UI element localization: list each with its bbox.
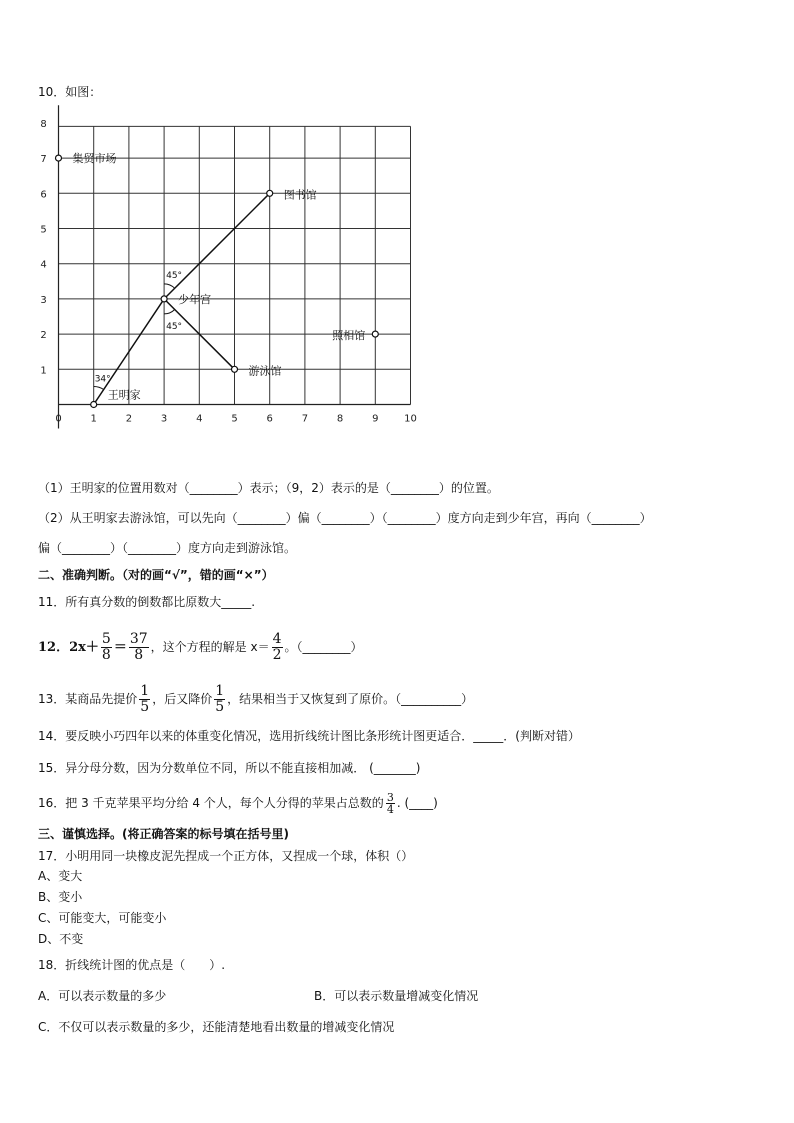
x-tick-label: 7	[301, 413, 309, 425]
angle-arc-home	[94, 386, 104, 389]
q17-option-c: C、可能变大，可能变小	[38, 911, 167, 925]
section-2-heading: 二、准确判断。（对的画“√”，错的画“×”）	[38, 568, 274, 582]
x-tick-label: 5	[231, 413, 238, 425]
y-tick-label: 2	[40, 330, 47, 342]
y-tick-label: 1	[40, 365, 47, 377]
y-tick-label: 7	[40, 154, 47, 166]
q12-prefix: 12．2x＋	[38, 640, 99, 655]
x-tick-label: 4	[196, 413, 203, 425]
y-tick-label: 5	[40, 224, 47, 236]
y-tick-label: 6	[40, 189, 47, 201]
q18-option-b: B．可以表示数量增减变化情况	[314, 989, 479, 1003]
location-label: 少年宫	[178, 292, 212, 306]
q12-suffix: 。（________）	[284, 640, 363, 654]
angle-label-45-south: 45°	[166, 321, 183, 332]
q12-fraction-3	[272, 632, 283, 663]
q12-fraction-2	[129, 632, 149, 663]
angle-label-45-north: 45°	[166, 270, 183, 281]
q17-option-a: A、变大	[38, 869, 83, 883]
angle-arc-south-east	[164, 310, 175, 314]
q12-f3-numerator: 4	[272, 631, 282, 647]
question-18: 18．折线统计图的优点是（ ）.	[38, 958, 226, 972]
x-tick-label: 9	[372, 413, 379, 425]
y-tick-label: 3	[40, 294, 47, 306]
q17-option-d: D、不变	[38, 932, 84, 946]
x-tick-label: 2	[125, 413, 133, 425]
location-label: 照相馆	[332, 329, 366, 343]
location-label: 集贸市场	[72, 152, 117, 166]
q12-f3-denominator: 2	[272, 647, 282, 663]
question-10-2-line1: （2）从王明家去游泳馆，可以先向（________）偏（________）（________）度方向走到少年宫，再向（________）	[38, 511, 652, 525]
q12-f1-numerator: 5	[101, 631, 111, 647]
q12-f2-denominator: 8	[129, 647, 149, 663]
q13-suffix: ，结果相当于又恢复到了原价。（__________）	[227, 692, 474, 706]
q13-f2-denominator: 5	[215, 699, 225, 715]
x-tick-label: 10	[404, 413, 417, 425]
question-14: 14．要反映小巧四年以来的体重变化情况，选用折线统计图比条形统计图更适合．_____．(判断对错）	[38, 729, 580, 743]
coordinate-grid-map	[30, 110, 470, 430]
question-13	[38, 682, 473, 716]
x-tick-label: 3	[160, 413, 168, 425]
question-12	[38, 630, 363, 665]
location-label: 图书馆	[283, 188, 317, 202]
question-17: 17．小明用同一块橡皮泥先捏成一个正方体，又捏成一个球，体积（）	[38, 849, 414, 863]
y-tick-label: 8	[40, 118, 47, 130]
location-label: 王明家	[107, 388, 141, 402]
location-point	[56, 155, 62, 161]
x-tick-label: 0	[55, 413, 62, 425]
q16-suffix: . (____)	[396, 796, 438, 810]
q12-fraction-1	[101, 632, 112, 663]
q12-f2-numerator: 37	[129, 631, 148, 647]
q12-middle: ，这个方程的解是 x＝	[150, 640, 270, 654]
question-10-2-line2: 偏（________）（________）度方向走到游泳馆。	[38, 541, 297, 555]
location-point	[232, 366, 238, 372]
q13-middle: ，后又降价	[152, 692, 213, 706]
q13-f1-numerator: 1	[140, 683, 150, 699]
x-tick-label: 1	[90, 413, 97, 425]
q16-denominator: 4	[386, 803, 394, 816]
question-16	[38, 786, 438, 820]
q10-heading: 10．如图：	[38, 85, 102, 99]
location-point	[161, 296, 167, 302]
angle-arc-north-east	[164, 284, 175, 288]
q12-equals: ＝	[113, 640, 127, 655]
route-youth-palace-to-library	[164, 193, 270, 299]
q13-f1-denominator: 5	[140, 699, 150, 715]
location-point	[267, 190, 273, 196]
location-point	[91, 402, 97, 408]
q18-option-c: C．不仅可以表示数量的多少，还能清楚地看出数量的增减变化情况	[38, 1020, 395, 1034]
q17-option-b: B、变小	[38, 890, 83, 904]
angle-label-34: 34°	[94, 374, 111, 385]
q13-fraction-1	[139, 684, 150, 715]
location-point	[372, 331, 378, 337]
q18-option-a: A．可以表示数量的多少	[38, 989, 167, 1003]
x-tick-label: 6	[266, 413, 273, 425]
q16-prefix: 16．把 3 千克苹果平均分给 4 个人，每个人分得的苹果占总数的	[38, 796, 384, 810]
y-tick-label: 4	[40, 259, 47, 271]
q12-f1-denominator: 8	[101, 647, 111, 663]
q16-fraction	[386, 792, 395, 815]
location-label: 游泳馆	[248, 364, 282, 378]
question-15: 15．异分母分数，因为分数单位不同，所以不能直接相加减． (_______)	[38, 761, 421, 775]
q13-f2-numerator: 1	[215, 683, 225, 699]
section-3-heading: 三、谨慎选择。(将正确答案的标号填在括号里)	[38, 827, 289, 841]
q13-fraction-2	[214, 684, 225, 715]
question-10-1: （1）王明家的位置用数对（________）表示；（9，2）表示的是（________）的位置。	[38, 481, 499, 495]
q16-numerator: 3	[386, 791, 394, 804]
question-11: 11．所有真分数的倒数都比原数大_____.	[38, 595, 256, 609]
x-tick-label: 8	[336, 413, 344, 425]
q13-prefix: 13．某商品先提价	[38, 692, 138, 706]
